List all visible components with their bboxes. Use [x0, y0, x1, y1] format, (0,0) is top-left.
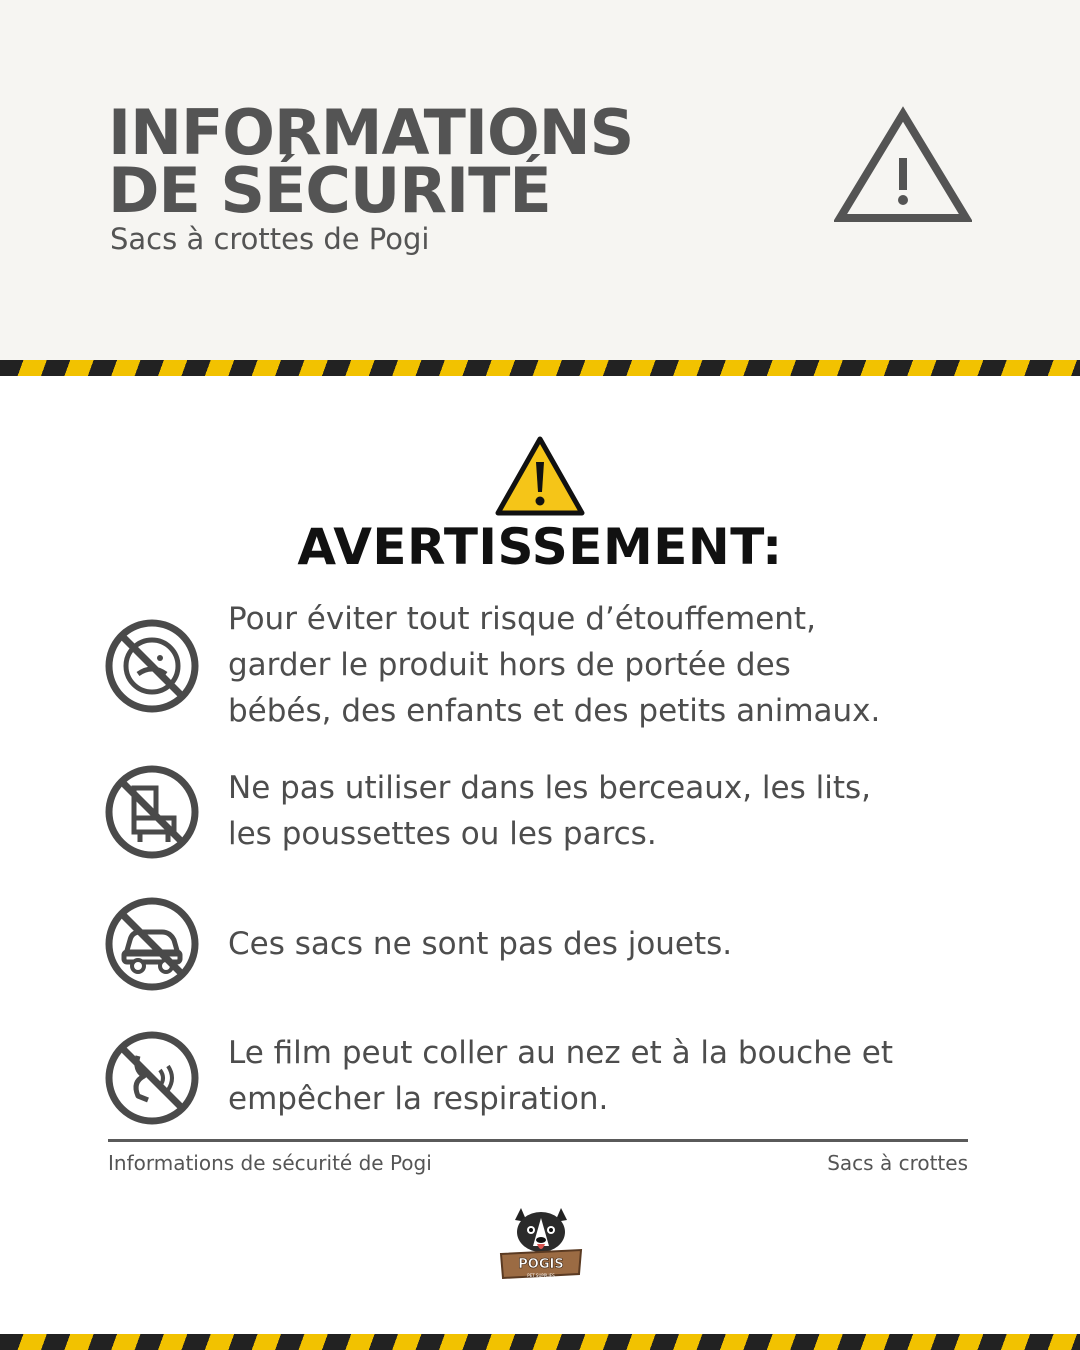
- logo-text: POGIS: [518, 1257, 564, 1272]
- pogis-logo: [497, 1198, 585, 1284]
- no-toy-icon: [104, 896, 200, 992]
- text-line: Le film peut coller au nez et à la bouche et: [228, 1035, 894, 1071]
- text-line: garder le produit hors de portée des: [228, 647, 791, 683]
- hazard-stripe-bottom: [0, 1334, 1080, 1350]
- page-subtitle: Sacs à crottes de Pogi: [110, 222, 430, 256]
- warning-outline-icon: [834, 106, 972, 226]
- text-line: les poussettes ou les parcs.: [228, 816, 657, 852]
- no-crib-icon: [104, 764, 200, 860]
- text-line: Ne pas utiliser dans les berceaux, les lits,: [228, 770, 871, 806]
- logo-subtext: PET SUPPLIES: [527, 1273, 555, 1278]
- text-line: bébés, des enfants et des petits animaux.: [228, 693, 881, 729]
- warning-text-breathing: [228, 1030, 978, 1122]
- footer-left-text: Informations de sécurité de Pogi: [108, 1151, 432, 1175]
- page-title: [108, 96, 748, 227]
- warning-text-crib: [228, 765, 978, 857]
- warning-title: AVERTISSEMENT:: [297, 518, 783, 576]
- hazard-stripe-top: [0, 360, 1080, 376]
- no-breathing-icon: [104, 1030, 200, 1126]
- title-line-2: DE SÉCURITÉ: [108, 154, 551, 227]
- footer-right-text: Sacs à crottes: [827, 1151, 968, 1175]
- no-choking-icon: [104, 618, 200, 714]
- text-line: Pour éviter tout risque d’étouffement,: [228, 601, 816, 637]
- text-line: Ces sacs ne sont pas des jouets.: [228, 926, 733, 962]
- header-section: [0, 0, 1080, 360]
- footer-divider: [108, 1139, 968, 1142]
- warning-text-toy: [228, 921, 978, 967]
- title-line-1: INFORMATIONS: [108, 96, 634, 169]
- warning-text-choking: [228, 596, 978, 734]
- text-line: empêcher la respiration.: [228, 1081, 609, 1117]
- warning-yellow-icon: [493, 434, 587, 518]
